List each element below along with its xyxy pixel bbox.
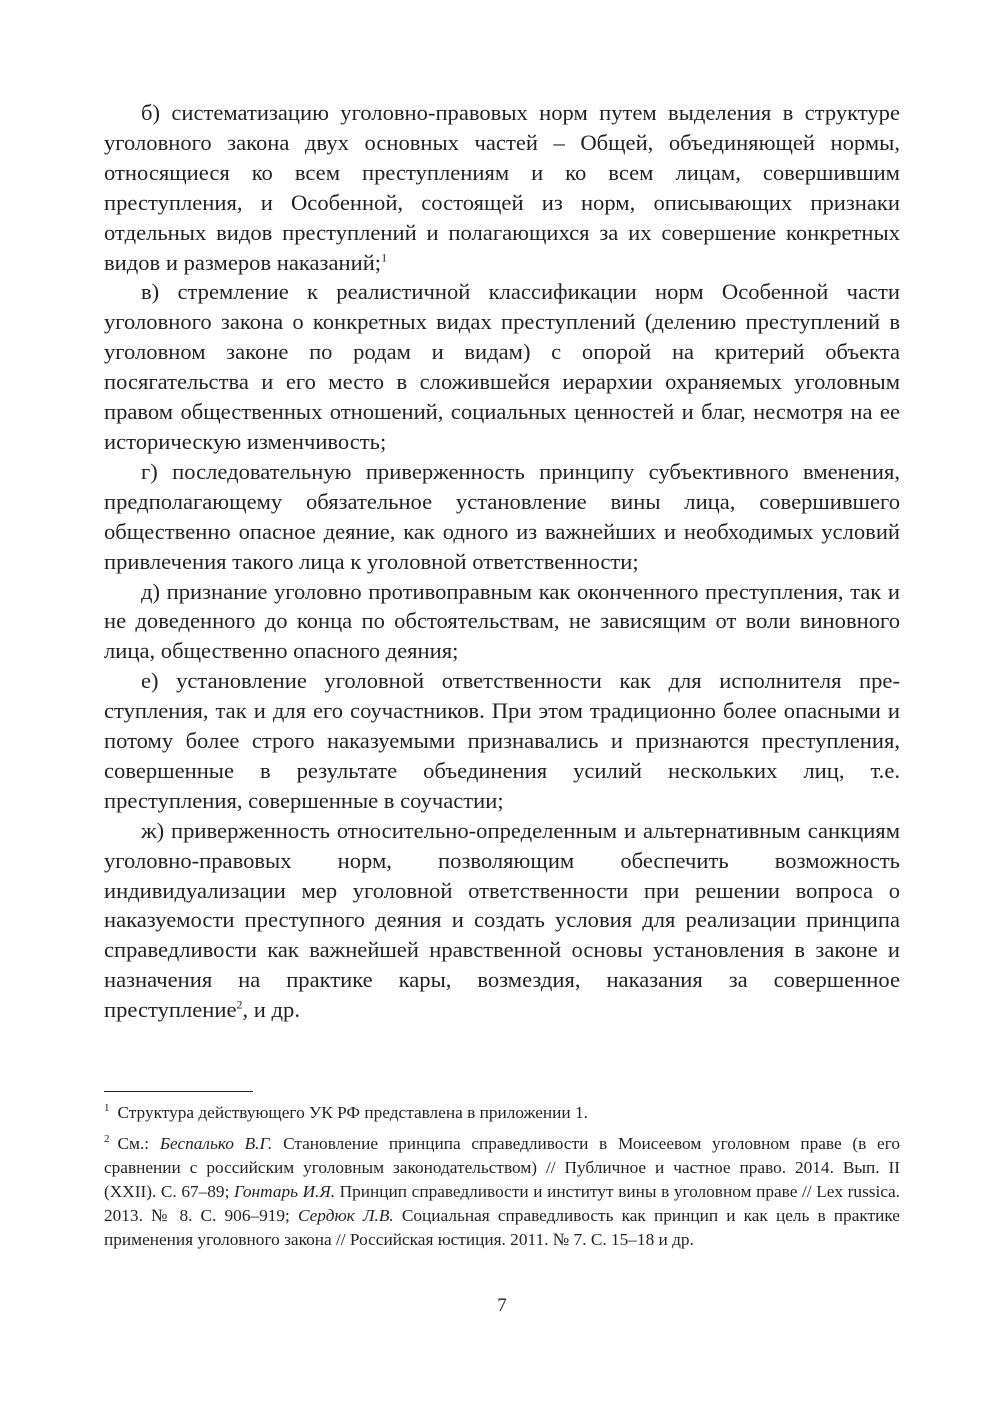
footnote-text: Структура действующего УК РФ представлена в приложении 1. xyxy=(117,1103,588,1122)
paragraph-b xyxy=(104,98,900,277)
main-text xyxy=(104,98,900,1025)
paragraph-g xyxy=(104,457,900,577)
footnote-text: См.: xyxy=(117,1134,160,1153)
footnote-text: Принцип справедливости и институт вины в уголовном праве // Lex russica. 2013. № 8. С. 906–919; xyxy=(104,1182,900,1225)
paragraph-text: е) установление уголовной ответственности как для исполнителя преступления, так и для его соучастников. При этом традиционно более опасными и потому более строго наказуемыми признавались и признаются преступления, совершенные в результате объединения усилий нескольких лиц, т.е. преступления, совершенные в соучастии; xyxy=(104,668,900,813)
paragraph-v xyxy=(104,277,900,456)
footnote-separator xyxy=(104,1091,253,1092)
footnote-1 xyxy=(104,1101,900,1125)
paragraph-d xyxy=(104,577,900,667)
page-number: 7 xyxy=(497,1295,507,1316)
footnote-ref[interactable]: 2 xyxy=(236,997,243,1012)
paragraph-tail: , и др. xyxy=(242,997,300,1023)
paragraph-zh xyxy=(104,816,900,1025)
author-name: Сердюк Л.В. xyxy=(297,1206,394,1225)
author-name: Гонтарь И.Я. xyxy=(233,1182,336,1201)
paragraph-text: д) признание уголовно противоправным как оконченного преступления, так и не доведенного до конца по обстоятельствам, не зависящим от воли виновного лица, общественно опасного деяния; xyxy=(104,578,900,664)
footnote-ref[interactable]: 1 xyxy=(381,250,388,264)
paragraph-e xyxy=(104,666,900,816)
footnote-text: Становление принципа справедливости в Моисеевом уголовном праве (в его сравнении с российским уголовным законодательством) // Публичное и частное право. 2014. Вып. II (XXII). С. 67–89; xyxy=(104,1134,901,1201)
paragraph-text: б) систематизацию уголовно-правовых норм путем выделения в структуре уголовного закона двух основных частей – Общей, объединяющей нормы, относящиеся ко всем преступлениям и ко всем лицам, совершившим преступления, и Особенной, состоящей из норм, описывающих признаки отдельных видов преступлений и полагающихся за их совершение конкретных видов и размеров наказаний; xyxy=(104,100,900,275)
paragraph-text: ж) приверженность относительно-определенным и альтернативным санкциям уголовно-правовых норм, позволяющим обеспечить возможность индивидуализации мер уголовной ответственности при решении вопроса о наказуемости преступного деяния и создать условия для реализации принципа справедливости как важнейшей нравственной основы установления в законе и назначения на практике кары, возмездия, наказания за совершенное преступление xyxy=(104,817,900,1023)
footnote-text: Социальная справедливость как принцип и как цель в практике применения уголовного закона // Российская юстиция. 2011. № 7. С. 15–18 и др. xyxy=(104,1206,900,1249)
footnote-number: 2 xyxy=(104,1133,110,1146)
author-name: Беспалько В.Г. xyxy=(159,1134,273,1153)
paragraph-text: в) стремление к реалистичной классификации норм Особенной части уголовного закона о конкретных видах преступлений (делению преступлений в уголовном законе по родам и видам) с опорой на критерий объекта посягательства и его место в сложившейся иерархии охраняемых уголовным правом общественных отношений, социальных ценностей и благ, несмотря на ее историческую изменчивость; xyxy=(104,279,900,454)
footnotes xyxy=(104,1101,900,1252)
paragraph-text: г) последовательную приверженность принципу субъективного вменения, предполагающему обязательное установление вины лица, совершившего общественно опасное деяние, как одного из важнейших и необходимых условий привлечения такого лица к уголовной ответственности; xyxy=(104,458,900,574)
footnote-number: 1 xyxy=(104,1102,110,1115)
footnote-2 xyxy=(104,1132,900,1252)
